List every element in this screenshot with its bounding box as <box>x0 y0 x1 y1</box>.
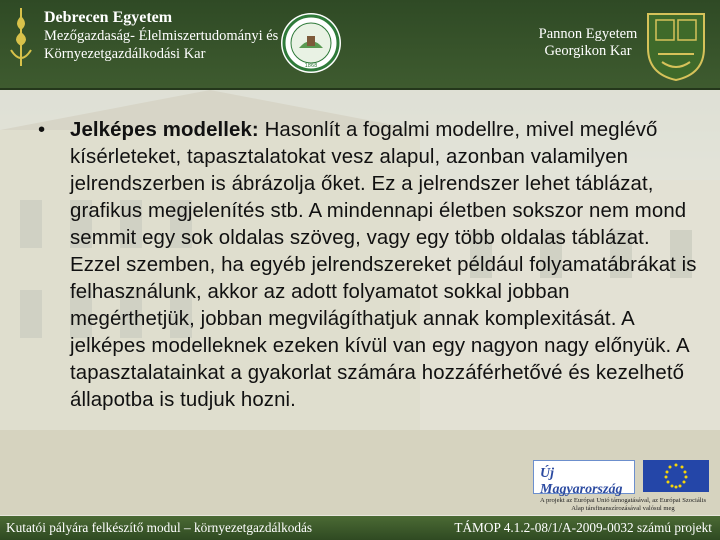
left-uni-line1: Debrecen Egyetem <box>44 9 173 26</box>
footer-bar <box>0 516 720 540</box>
right-uni-line2: Georgikon Kar <box>544 43 632 59</box>
georgikon-crest-icon <box>642 8 710 82</box>
debrecen-university-name <box>44 9 278 63</box>
footer-module-title: Kutatói pályára felkészítő modul – környezetgazdálkodás <box>6 520 313 535</box>
paragraph <box>70 117 698 414</box>
funding-badges <box>533 460 713 516</box>
bullet-point: • <box>38 119 46 141</box>
uj-magyarorszag-text: Új Magyarország <box>540 466 623 497</box>
footer-project-id: TÁMOP 4.1.2-08/1/A-2009-0032 számú projekt <box>454 520 712 535</box>
eu-flag-icon <box>643 460 709 492</box>
eu-funding-note: A projekt az Európai Unió támogatásával, az Európai Szociális Alap társfinanszírozásával valósul meg <box>539 497 707 512</box>
debrecen-logo-icon <box>5 6 37 70</box>
faculty-seal-icon <box>280 12 342 74</box>
term-heading: Jelképes modellek: <box>70 119 259 141</box>
paragraph-body: Hasonlít a fogalmi modellre, mivel meglévő kísérleteket, tapasztalatokat vesz alapul, azonban valamilyen jelrendszerben is ábrázolja őket. Ez a jelrendszer lehet táblázat, grafikus megjelenítés stb. A mindennapi életben sokszor nem mond semmit egy sok oldalas szöveg, vagy egy több oldalas táblázat. Ezzel szemben, ha egyéb jelrendszereket például folyamatábrákat is felhasználunk, akkor az adott folyamatot sokkal jobban megérthetjük, jobban megvilágíthatjuk annak komplexitását. A jelképes modelleknek ezeken kívül van egy nagyon nagy előnyük. A tapasztalatainkat a gyakorlat számára hozzáférhetővé és kezelhető állapotba is tudjuk hozni. <box>70 119 697 411</box>
left-uni-line3: Környezetgazdálkodási Kar <box>44 46 206 62</box>
right-uni-line1: Pannon Egyetem <box>538 26 638 42</box>
slide-content <box>38 117 698 414</box>
left-uni-line2: Mezőgazdaság- Élelmiszertudományi és <box>44 28 279 44</box>
header-banner <box>0 0 720 90</box>
seal-year: 1868 <box>304 63 318 69</box>
uj-magyarorszag-logo <box>533 460 635 497</box>
